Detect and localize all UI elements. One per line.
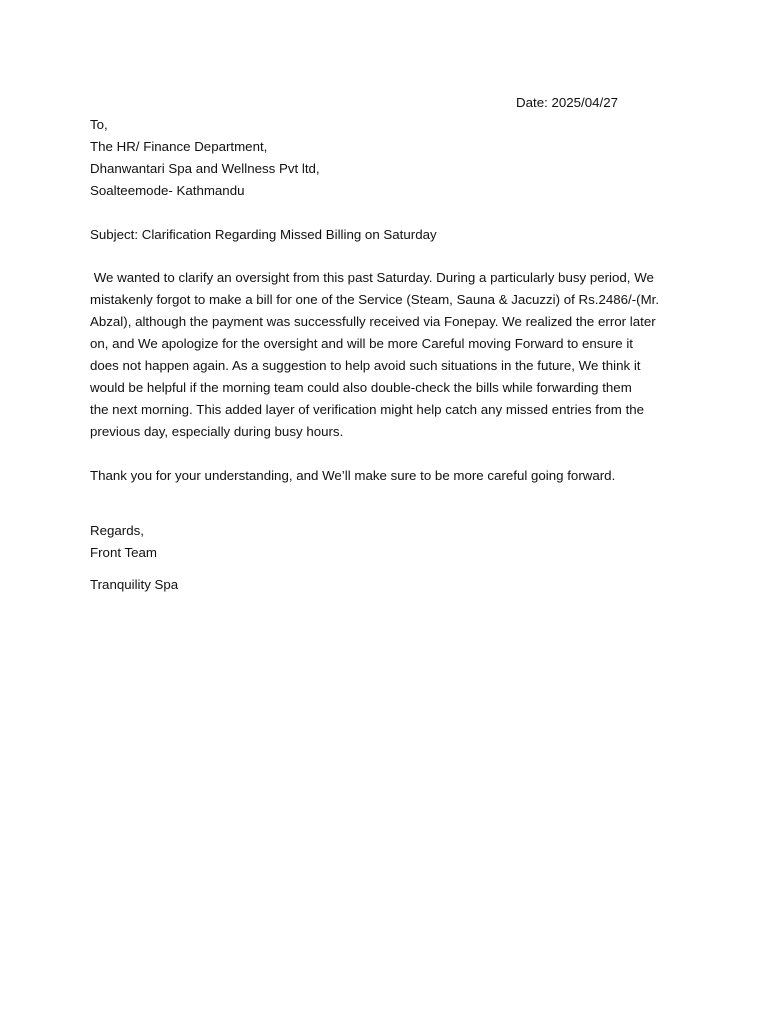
recipient-address: Soalteemode- Kathmandu (90, 183, 245, 198)
body-line: the next morning. This added layer of verification might help catch any missed entries from the (90, 402, 645, 417)
body-line: would be helpful if the morning team could also double-check the bills while forwarding them (90, 380, 632, 395)
letter-subject: Subject: Clarification Regarding Missed Billing on Saturday (90, 227, 437, 242)
body-line: does not happen again. As a suggestion to help avoid such situations in the future, We think it (90, 358, 641, 373)
body-line: Abzal), although the payment was successfully received via Fonepay. We realized the error later (90, 314, 656, 329)
recipient-company: Dhanwantari Spa and Wellness Pvt ltd, (90, 161, 320, 176)
sender-organization: Tranquility Spa (90, 577, 179, 592)
recipient-department: The HR/ Finance Department, (90, 139, 268, 154)
regards-line: Regards, (90, 523, 144, 538)
closing-note: Thank you for your understanding, and We’ll make sure to be more careful going forward. (90, 468, 616, 483)
body-line: previous day, especially during busy hours. (90, 424, 344, 439)
body-line: on, and We apologize for the oversight and will be more Careful moving Forward to ensure it (90, 336, 633, 351)
body-line: mistakenly forgot to make a bill for one of the Service (Steam, Sauna & Jacuzzi) of Rs.2486/-(Mr. (90, 292, 660, 307)
body-line: We wanted to clarify an oversight from this past Saturday. During a particularly busy period, We (90, 270, 654, 285)
letter-date: Date: 2025/04/27 (516, 95, 619, 110)
salutation-to: To, (90, 117, 108, 132)
letter-body (90, 267, 690, 443)
sender-team: Front Team (90, 545, 158, 560)
